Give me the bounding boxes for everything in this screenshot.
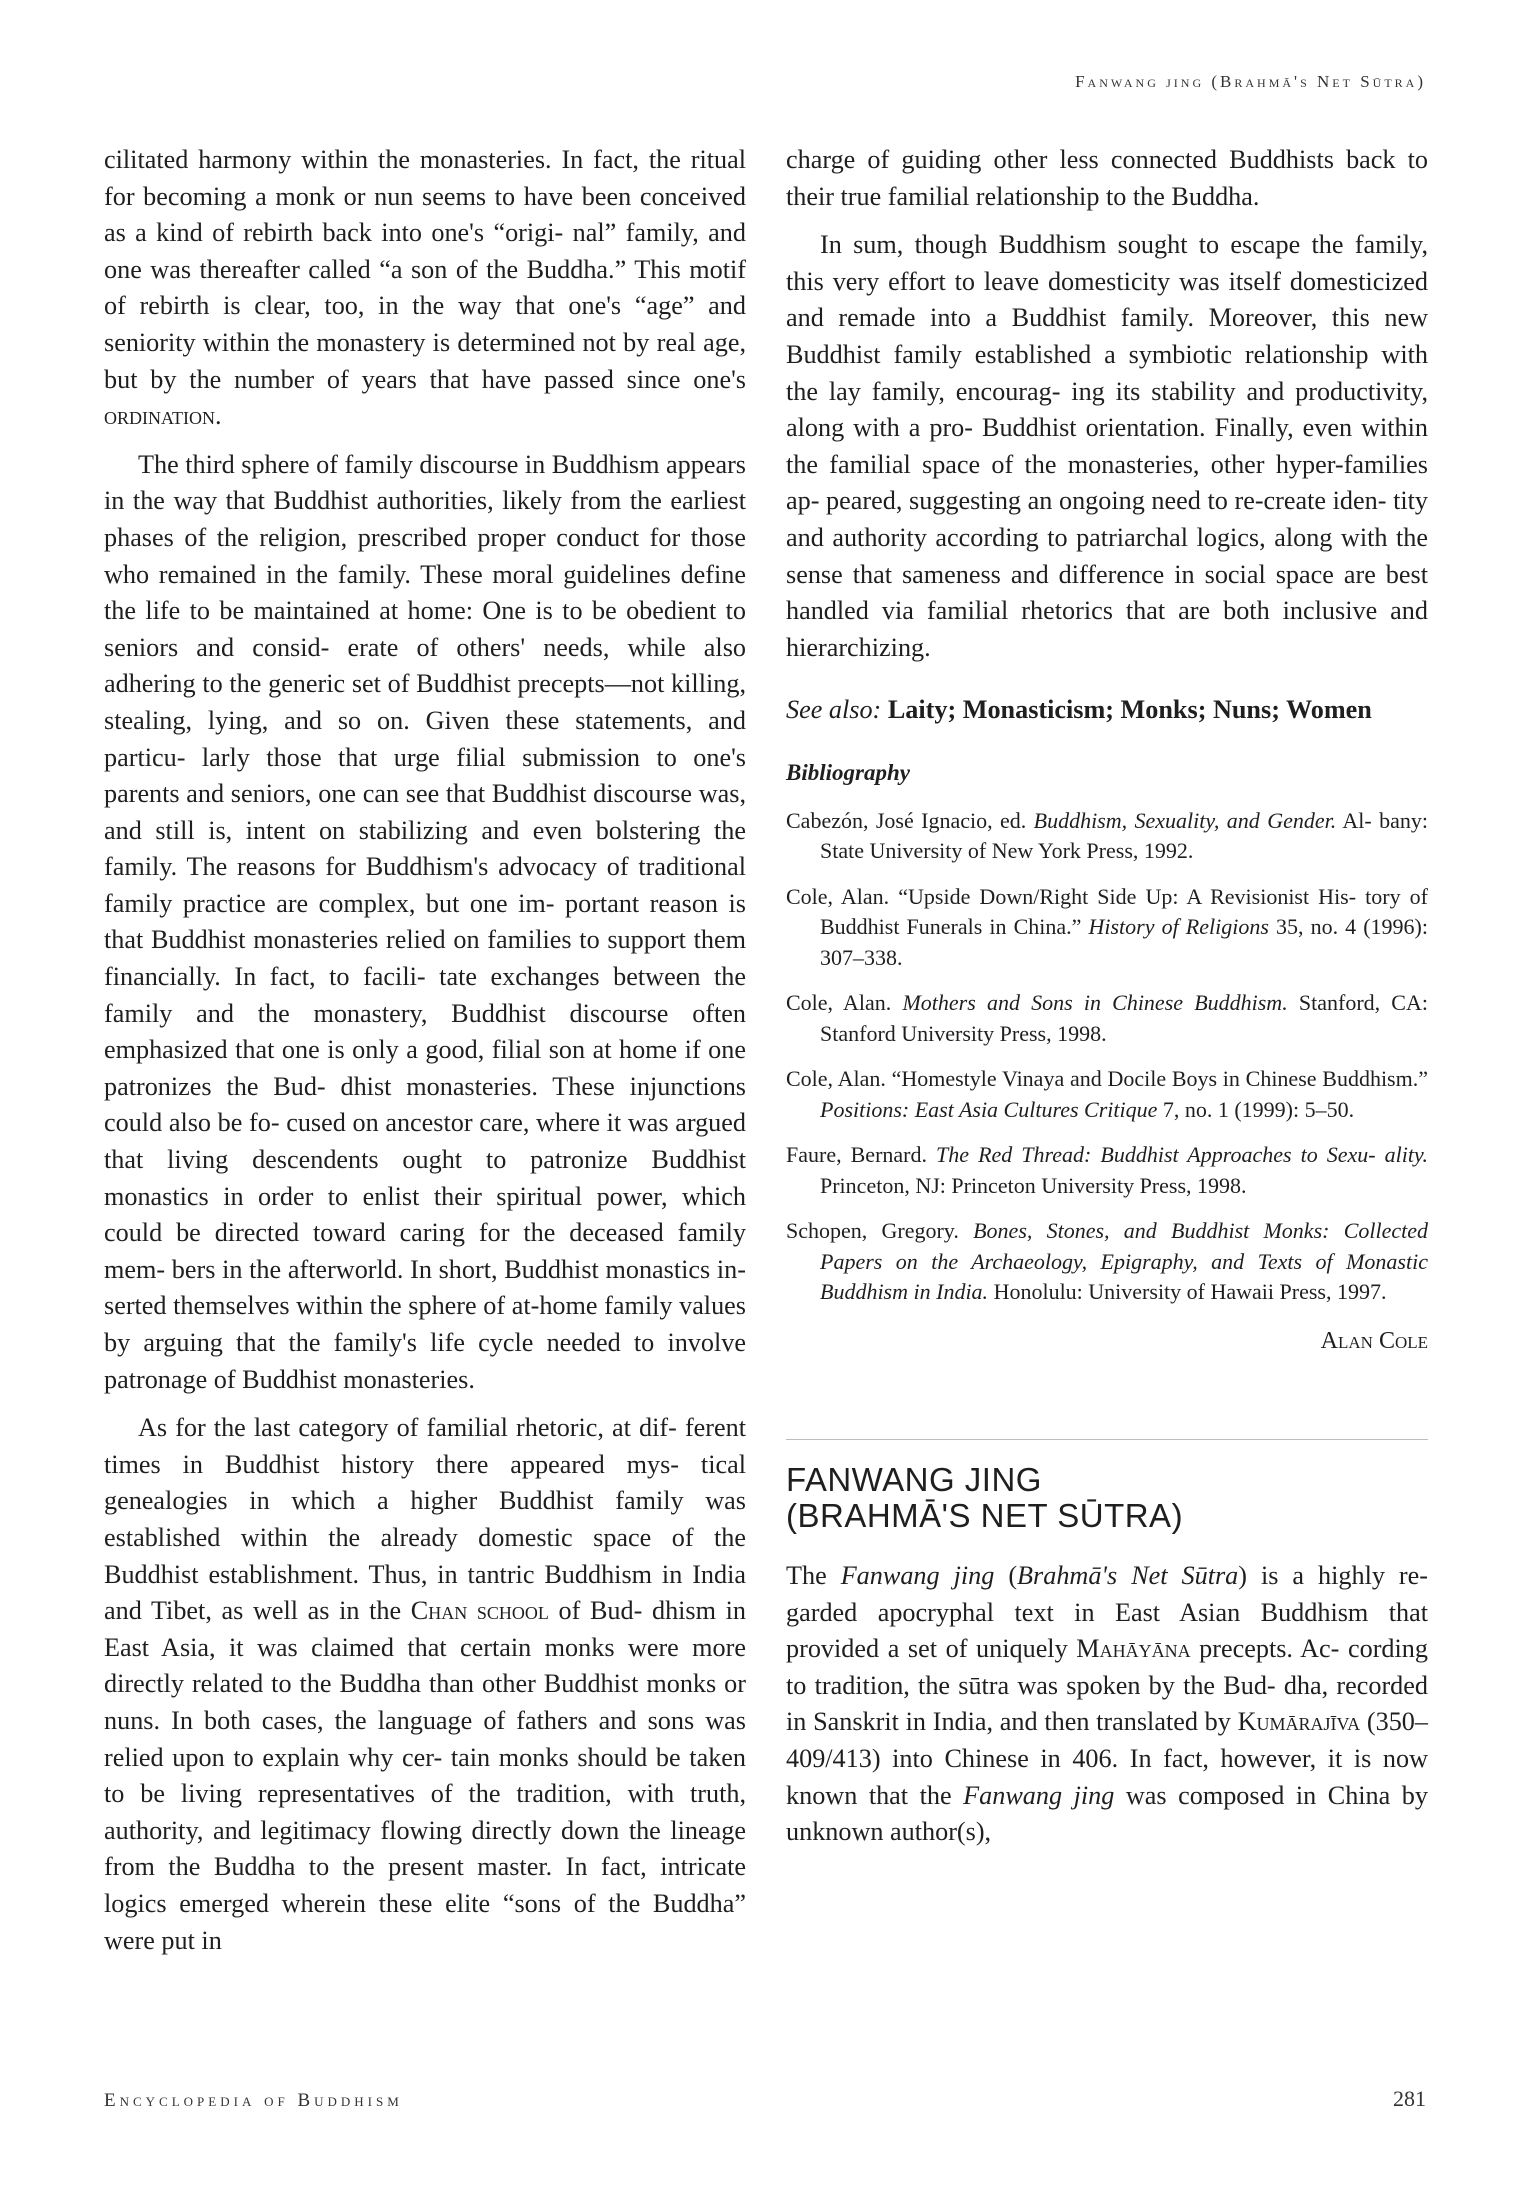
bibliography-entry: Schopen, Gregory. Bones, Stones, and Buddhist Monks: Collected Papers on the Archaeology, Epigraphy, and Texts of Monastic Buddhism in India. Honolulu: University of Hawaii Press, 1997. bbox=[786, 1218, 1428, 1304]
left-column bbox=[104, 142, 746, 1971]
article-title bbox=[786, 1462, 1428, 1534]
bibliography-list bbox=[786, 806, 1428, 1308]
bibliography-heading: Bibliography bbox=[786, 759, 910, 785]
running-head: Fanwang jing (Brahmā's Net Sūtra) bbox=[1075, 72, 1426, 91]
bibliography-entry: Cole, Alan. Mothers and Sons in Chinese Buddhism. Stanford, CA: Stanford University Press, 1998. bbox=[786, 990, 1428, 1046]
article-title-line: (BRAHMĀ'S NET SŪTRA) bbox=[786, 1497, 1184, 1535]
cross-reference-link[interactable]: Mahāyāna bbox=[1076, 1634, 1191, 1664]
paragraph: charge of guiding other less connected Buddhists back to their true familial relationship to the Buddha. bbox=[786, 145, 1428, 211]
page-number: 281 bbox=[1393, 2086, 1426, 2111]
paragraph: The Fanwang jing (Brahmā's Net Sūtra) is a highly re- garded apocryphal text in East Asian Buddhism that provided a set of uniquely Mahāyāna precepts. Ac- cording to tradition, the sūtra was spoken by the Bud- dha, recorded in Sanskrit in India, and then translated by Kumārajīva (350–409/413) into Chinese in 406. In fact, however, it is now known that the Fanwang jing was composed in China by unknown author(s), bbox=[786, 1561, 1428, 1847]
cross-reference-link[interactable]: ordination bbox=[104, 401, 215, 431]
bibliography-entry: Faure, Bernard. The Red Thread: Buddhist Approaches to Sexu- ality. Princeton, NJ: Princeton University Press, 1998. bbox=[786, 1142, 1429, 1198]
see-also bbox=[786, 692, 1428, 729]
paragraph: cilitated harmony within the monasteries. In fact, the ritual for becoming a monk or nun seems to have been conceived as a kind of rebirth back into one's “origi- nal” family, and one was thereafter called “a son of the Buddha.” This motif of rebirth is clear, too, in the way that one's “age” and seniority within the monastery is determined not by real age, but by the number of years that have passed since one's ordination. bbox=[104, 145, 746, 431]
cross-reference-link[interactable]: Chan school bbox=[410, 1596, 549, 1626]
bibliography-entry: Cole, Alan. “Homestyle Vinaya and Docile Boys in Chinese Buddhism.” Positions: East Asia Cultures Critique 7, no. 1 (1999): 5–50. bbox=[786, 1066, 1428, 1122]
paragraph: In sum, though Buddhism sought to escape the family, this very effort to leave domesticity was itself domesticized and remade into a Buddhist family. Moreover, this new Buddhist family established a symbiotic relationship with the lay family, encourag- ing its stability and productivity, along with a pro- Buddhist orientation. Finally, even within the familial space of the monasteries, other hyper-families ap- peared, suggesting an ongoing need to re-create iden- tity and authority according to patriarchal logics, along with the sense that sameness and difference in social space are best handled via familial rhetorics that are both inclusive and hierarchizing. bbox=[786, 230, 1428, 662]
paragraph: The third sphere of family discourse in Buddhism appears in the way that Buddhist authorities, likely from the earliest phases of the religion, prescribed proper conduct for those who remained in the family. These moral guidelines define the life to be maintained at home: One is to be obedient to seniors and consid- erate of others' needs, while also adhering to the generic set of Buddhist precepts—not killing, stealing, lying, and so on. Given these statements, and particu- larly those that urge filial submission to one's parents and seniors, one can see that Buddhist discourse was, and still is, intent on stabilizing and even bolstering the family. The reasons for Buddhism's advocacy of traditional family practice are complex, but one im- portant reason is that Buddhist monasteries relied on families to support them financially. In fact, to facili- tate exchanges between the family and the monastery, Buddhist discourse often emphasized that one is only a good, filial son at home if one patronizes the Bud- dhist monasteries. These injunctions could also be fo- cused on ancestor care, where it was argued that living descendents ought to patronize Buddhist monastics in order to enlist their spiritual power, which could be directed toward caring for the deceased family mem- bers in the afterworld. In short, Buddhist monastics in- serted themselves within the sphere of at-home family values by arguing that the family's life cycle needed to involve patronage of Buddhist monasteries. bbox=[104, 449, 746, 1394]
bibliography-entry: Cabezón, José Ignacio, ed. Buddhism, Sexuality, and Gender. Al- bany: State University of New York Press, 1992. bbox=[786, 807, 1428, 863]
right-column bbox=[786, 142, 1428, 1863]
paragraph: As for the last category of familial rhetoric, at dif- ferent times in Buddhist history there appeared mys- tical genealogies in which a higher Buddhist family was established within the already domestic space of the Buddhist establishment. Thus, in tantric Buddhism in India and Tibet, as well as in the Chan school of Bud- dhism in East Asia, it was claimed that certain monks were more directly related to the Buddha than other Buddhist monks or nuns. In both cases, the language of fathers and sons was relied upon to explain why cer- tain monks should be taken to be living representatives of the tradition, with truth, authority, and legitimacy flowing directly down the lineage from the Buddha to the present master. In fact, intricate logics emerged wherein these elite “sons of the Buddha” were put in bbox=[104, 1413, 747, 1955]
article-divider bbox=[786, 1439, 1428, 1440]
see-also-label: See also: bbox=[786, 695, 882, 725]
see-also-links[interactable]: Laity; Monasticism; Monks; Nuns; Women bbox=[887, 695, 1372, 725]
article-author: Alan Cole bbox=[1320, 1327, 1428, 1354]
cross-reference-link[interactable]: Kumārajīva bbox=[1237, 1707, 1361, 1737]
bibliography-entry: Cole, Alan. “Upside Down/Right Side Up: A Revisionist His- tory of Buddhist Funerals in China.” History of Religions 35, no. 4 (1996): 307–338. bbox=[786, 883, 1428, 970]
article-title-line: FANWANG JING bbox=[786, 1461, 1042, 1499]
publication-footer: Encyclopedia of Buddhism bbox=[104, 2090, 403, 2111]
